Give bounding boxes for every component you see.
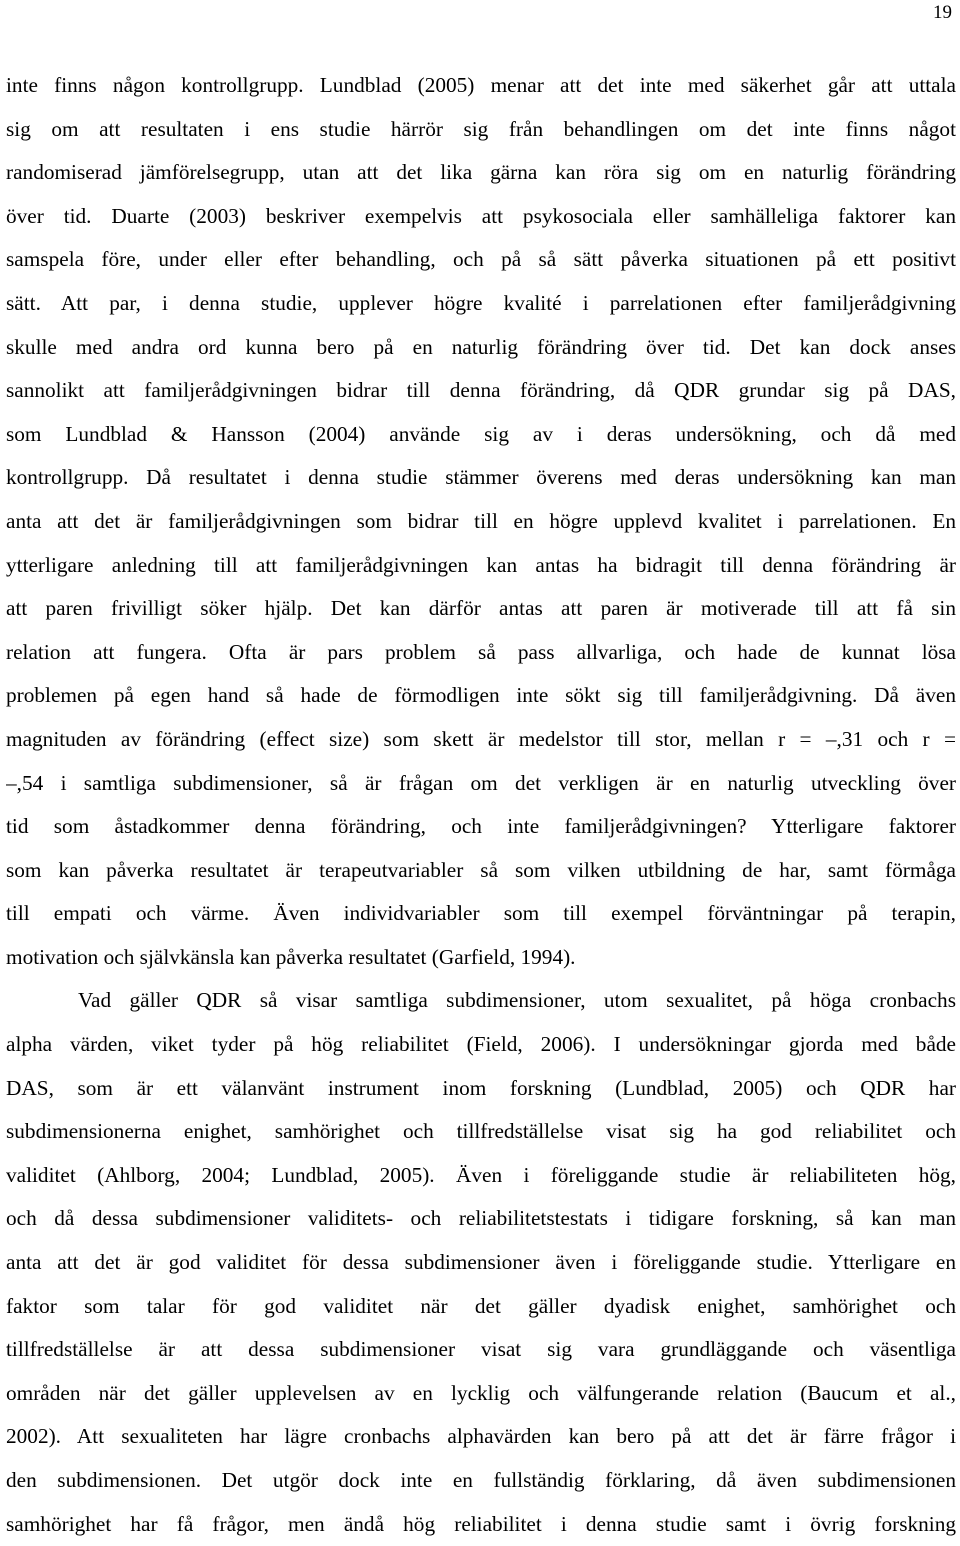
body-text bbox=[6, 64, 956, 1546]
text-line: tillfredställelse är att dessa subdimensioner visat sig vara grundläggande och väsentliga bbox=[6, 1337, 956, 1362]
text-line: sätt. Att par, i denna studie, upplever högre kvalité i parrelationen efter familjerådgivning bbox=[6, 290, 956, 315]
text-line: skulle med andra ord kunna bero på en naturlig förändring över tid. Det kan dock anses bbox=[6, 334, 956, 359]
text-line: områden när det gäller upplevelsen av en lycklig och välfungerande relation (Baucum et al., bbox=[6, 1380, 956, 1405]
text-line: anta att det är god validitet för dessa subdimensioner även i föreliggande studie. Ytterligare en bbox=[6, 1250, 956, 1275]
text-line: magnituden av förändring (effect size) som skett är medelstor till stor, mellan r = –,31 och r = bbox=[6, 726, 956, 751]
text-line: 2002). Att sexualiteten har lägre cronbachs alphavärden kan bero på att det är färre frågor i bbox=[6, 1424, 956, 1449]
text-line: anta att det är familjerådgivningen som bidrar till en högre upplevd kvalitet i parrelationen. En bbox=[6, 508, 956, 533]
text-line: samhörighet har få frågor, men ändå hög reliabilitet i denna studie samt i övrig forskning bbox=[6, 1511, 956, 1536]
text-line: relation att fungera. Ofta är pars problem så pass allvarliga, och hade de kunnat lösa bbox=[6, 639, 956, 664]
text-line: DAS, som är ett välanvänt instrument inom forskning (Lundblad, 2005) och QDR har bbox=[6, 1075, 956, 1100]
text-line: validitet (Ahlborg, 2004; Lundblad, 2005). Även i föreliggande studie är reliabiliteten hög, bbox=[6, 1162, 956, 1187]
text-line: alpha värden, viket tyder på hög reliabilitet (Field, 2006). I undersökningar gjorda med både bbox=[6, 1032, 956, 1057]
text-line: sig om att resultaten i ens studie härrör sig från behandlingen om det inte finns något bbox=[6, 116, 956, 141]
text-line: inte finns någon kontrollgrupp. Lundblad (2005) menar att det inte med säkerhet går att uttala bbox=[6, 73, 956, 97]
text-line: samspela före, under eller efter behandling, och på så sätt påverka situationen på ett positivt bbox=[6, 247, 956, 272]
text-line: –,54 i samtliga subdimensioner, så är frågan om det verkligen är en naturlig utveckling över bbox=[6, 770, 956, 795]
text-line: motivation och självkänsla kan påverka resultatet (Garfield, 1994). bbox=[6, 944, 576, 969]
text-line: den subdimensionen. Det utgör dock inte en fullständig förklaring, då även subdimensionen bbox=[6, 1468, 956, 1492]
text-line: problemen på egen hand så hade de förmodligen inte sökt sig till familjerådgivning. Då även bbox=[6, 683, 956, 708]
text-line: subdimensionerna enighet, samhörighet och tillfredställelse visat sig ha god reliabilitet och bbox=[6, 1119, 956, 1144]
text-line: randomiserad jämförelsegrupp, utan att det lika gärna kan röra sig om en naturlig förändring bbox=[6, 160, 956, 185]
text-line: sannolikt att familjerådgivningen bidrar till denna förändring, då QDR grundar sig på DAS, bbox=[6, 378, 956, 403]
text-line: tid som åstadkommer denna förändring, och inte familjerådgivningen? Ytterligare faktorer bbox=[6, 814, 956, 839]
paragraph-2 bbox=[6, 979, 956, 1546]
page-number: 19 bbox=[933, 2, 952, 23]
paragraph-1 bbox=[6, 64, 956, 979]
text-line: ytterligare anledning till att familjerådgivningen kan antas ha bidragit till denna förändring är bbox=[6, 552, 956, 577]
text-line: över tid. Duarte (2003) beskriver exempelvis att psykosociala eller samhälleliga faktorer kan bbox=[6, 203, 956, 228]
text-line: att paren frivilligt söker hjälp. Det kan därför antas att paren är motiverade till att få sin bbox=[6, 596, 956, 621]
text-line: Vad gäller QDR så visar samtliga subdimensioner, utom sexualitet, på höga cronbachs bbox=[78, 988, 956, 1013]
text-line: kontrollgrupp. Då resultatet i denna studie stämmer överens med deras undersökning kan man bbox=[6, 465, 956, 490]
text-line: som kan påverka resultatet är terapeutvariabler så som vilken utbildning de har, samt förmåga bbox=[6, 857, 956, 882]
text-line: som Lundblad & Hansson (2004) använde sig av i deras undersökning, och då med bbox=[6, 421, 956, 446]
text-line: och då dessa subdimensioner validitets- och reliabilitetstestats i tidigare forskning, så kan man bbox=[6, 1206, 956, 1231]
text-line: faktor som talar för god validitet när det gäller dyadisk enighet, samhörighet och bbox=[6, 1293, 956, 1318]
text-line: till empati och värme. Även individvariabler som till exempel förväntningar på terapin, bbox=[6, 901, 956, 926]
